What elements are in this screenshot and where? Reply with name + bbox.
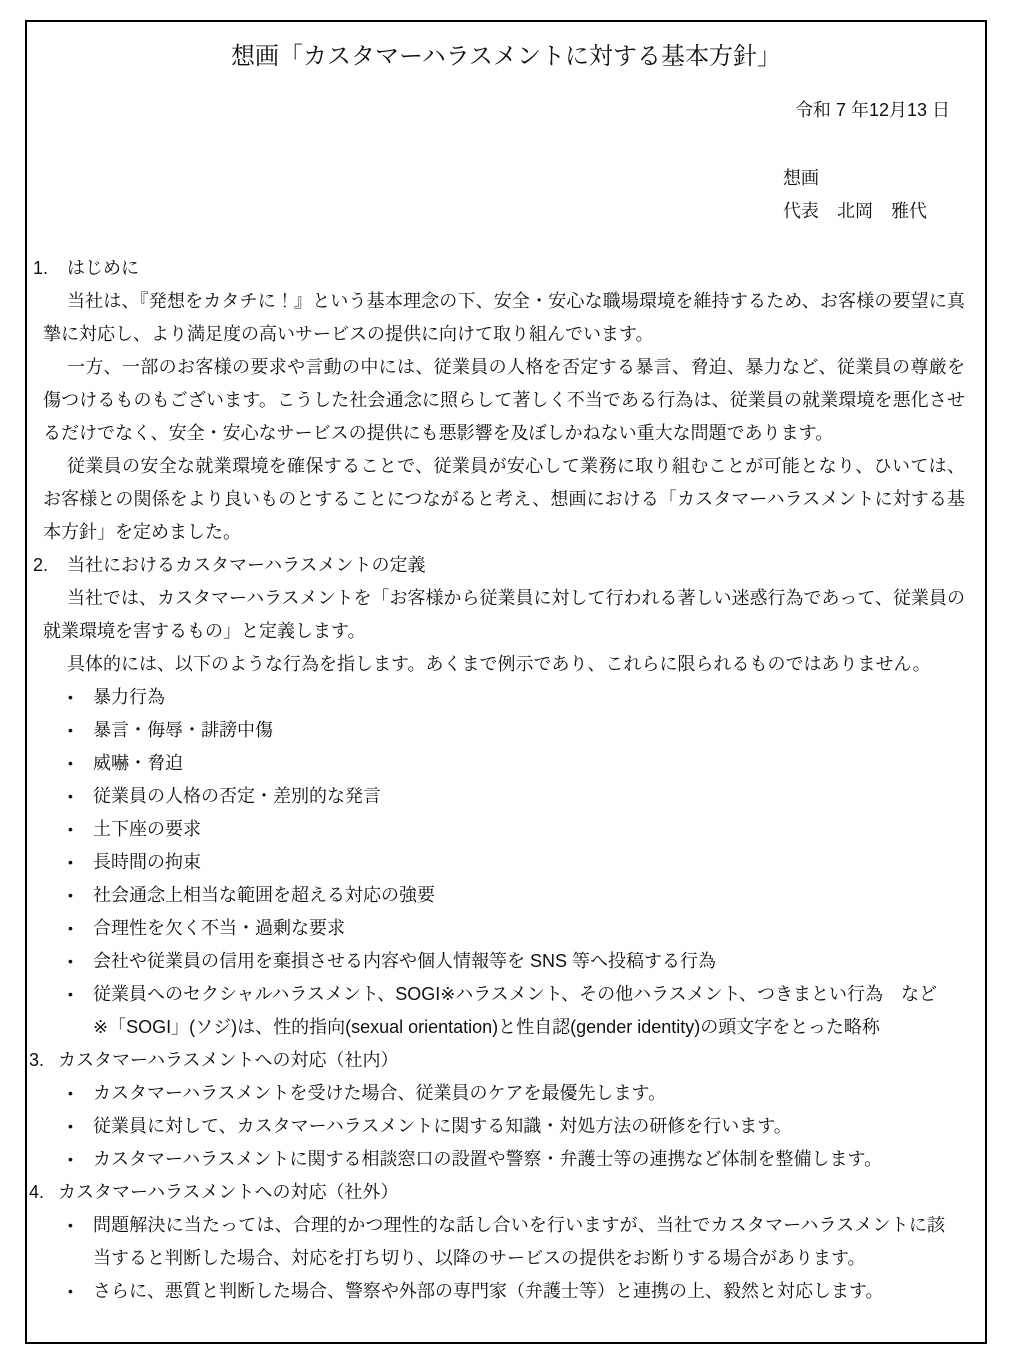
list-item-text: 会社や従業員の信用を棄損させる内容や個人情報等を SNS 等へ投稿する行為: [93, 951, 717, 971]
list-item-text: 長時間の拘束: [93, 852, 201, 872]
list-item: [27, 714, 985, 747]
bullet-icon: •: [68, 1085, 73, 1101]
section-3: [27, 1044, 985, 1176]
paragraph: 当社では、カスタマーハラスメントを「お客様から従業員に対して行われる著しい迷惑行為であって、従業員の就業環境を害するもの」と定義します。: [43, 588, 966, 641]
section-3-heading-text: カスタマーハラスメントへの対応（社内）: [58, 1050, 399, 1070]
list-item: [27, 681, 985, 714]
list-item-text: 暴言・侮辱・誹謗中傷: [93, 720, 273, 740]
document-body: [27, 252, 985, 1308]
document-date: 令和 7 年12月13 日: [794, 100, 950, 120]
list-item-text: 問題解決に当たっては、合理的かつ理性的な話し合いを行いますが、当社でカスタマーハラスメントに該当すると判断した場合、対応を打ち切り、以降のサービスの提供をお断りする場合があります。: [93, 1215, 945, 1268]
bullet-icon: •: [68, 1217, 73, 1233]
bullet-icon: •: [68, 854, 73, 870]
bullet-icon: •: [68, 821, 73, 837]
section-4: [27, 1176, 985, 1308]
bullet-icon: •: [68, 1118, 73, 1134]
list-item-text: 土下座の要求: [93, 819, 201, 839]
paragraph: 従業員の安全な就業環境を確保することで、従業員が安心して業務に取り組むことが可能となり、ひいては、お客様との関係をより良いものとすることにつながると考え、想画における「カスタマーハラスメントに対する基本方針」を定めました。: [43, 456, 965, 542]
bullet-icon: •: [68, 1151, 73, 1167]
list-item: [27, 1275, 985, 1308]
section-3-heading: [27, 1044, 985, 1077]
list-item-text: カスタマーハラスメントを受けた場合、従業員のケアを最優先します。: [93, 1083, 667, 1103]
paragraph: 当社は、『発想をカタチに！』という基本理念の下、安全・安心な職場環境を維持するため、お客様の要望に真摯に対応し、より満足度の高いサービスの提供に向けて取り組んでいます。: [43, 291, 965, 344]
section-4-heading-text: カスタマーハラスメントへの対応（社外）: [58, 1182, 399, 1202]
list-item: [27, 978, 985, 1044]
list-item-text: 従業員の人格の否定・差別的な発言: [93, 786, 381, 806]
list-item-text: さらに、悪質と判断した場合、警察や外部の専門家（弁護士等）と連携の上、毅然と対応します。: [93, 1281, 884, 1301]
list-item-text: [93, 978, 985, 1044]
section-2-heading-text: 当社におけるカスタマーハラスメントの定義: [67, 555, 426, 575]
section-1: [27, 252, 985, 549]
bullet-icon: •: [68, 920, 73, 936]
bullet-icon: •: [68, 755, 73, 771]
section-1-heading: [27, 252, 985, 285]
bullet-icon: •: [68, 722, 73, 738]
list-item-text: 社会通念上相当な範囲を超える対応の強要: [93, 885, 435, 905]
section-1-number: 1.: [33, 258, 49, 278]
sogi-note: ※「SOGI」(ソジ)は、性的指向(sexual orientation)と性自認(gender identity)の頭文字をとった略称: [93, 1017, 880, 1037]
paragraph: 具体的には、以下のような行為を指します。あくまで例示であり、これらに限られるものではありません。: [67, 654, 931, 674]
list-item: [27, 846, 985, 879]
section-1-heading-text: はじめに: [67, 258, 139, 278]
list-item-text: 威嚇・脅迫: [93, 753, 183, 773]
representative-name: 代表 北岡 雅代: [783, 201, 927, 221]
section-3-number: 3.: [29, 1050, 45, 1070]
list-item: [27, 1077, 985, 1110]
paragraph: 一方、一部のお客様の要求や言動の中には、従業員の人格を否定する暴言、脅迫、暴力など、従業員の尊厳を傷つけるものもございます。こうした社会通念に照らして著しく不当である行為は、従業員の就業環境を悪化させるだけでなく、安全・安心なサービスの提供にも悪影響を及ぼしかねない重大な問題であります。: [43, 357, 965, 443]
list-item: [27, 813, 985, 846]
signature-block: [27, 162, 985, 228]
list-item-text: 暴力行為: [93, 687, 165, 707]
document-page: [25, 20, 987, 1344]
list-item-main: 従業員へのセクシャルハラスメント、SOGI※ハラスメント、その他ハラスメント、つきまとい行為 など: [93, 984, 937, 1004]
list-item: [27, 1209, 985, 1275]
bullet-icon: •: [68, 953, 73, 969]
bullet-icon: •: [68, 887, 73, 903]
bullet-icon: •: [68, 689, 73, 705]
list-item: [27, 747, 985, 780]
list-item: [27, 1110, 985, 1143]
bullet-icon: •: [68, 788, 73, 804]
bullet-icon: •: [68, 1283, 73, 1299]
list-item-text: カスタマーハラスメントに関する相談窓口の設置や警察・弁護士等の連携など体制を整備します。: [93, 1149, 883, 1169]
bullet-icon: •: [68, 986, 73, 1002]
section-2: [27, 549, 985, 1044]
list-item-text: 合理性を欠く不当・過剰な要求: [93, 918, 345, 938]
company-name: 想画: [783, 168, 819, 188]
section-4-heading: [27, 1176, 985, 1209]
list-item: [27, 945, 985, 978]
document-title: 想画「カスタマーハラスメントに対する基本方針」: [230, 43, 782, 70]
list-item-text: 従業員に対して、カスタマーハラスメントに関する知識・対処方法の研修を行います。: [93, 1116, 792, 1136]
section-2-number: 2.: [33, 555, 49, 575]
list-item: [27, 1143, 985, 1176]
list-item: [27, 780, 985, 813]
list-item: [27, 879, 985, 912]
section-2-heading: [27, 549, 985, 582]
section-4-number: 4.: [29, 1182, 45, 1202]
list-item: [27, 912, 985, 945]
